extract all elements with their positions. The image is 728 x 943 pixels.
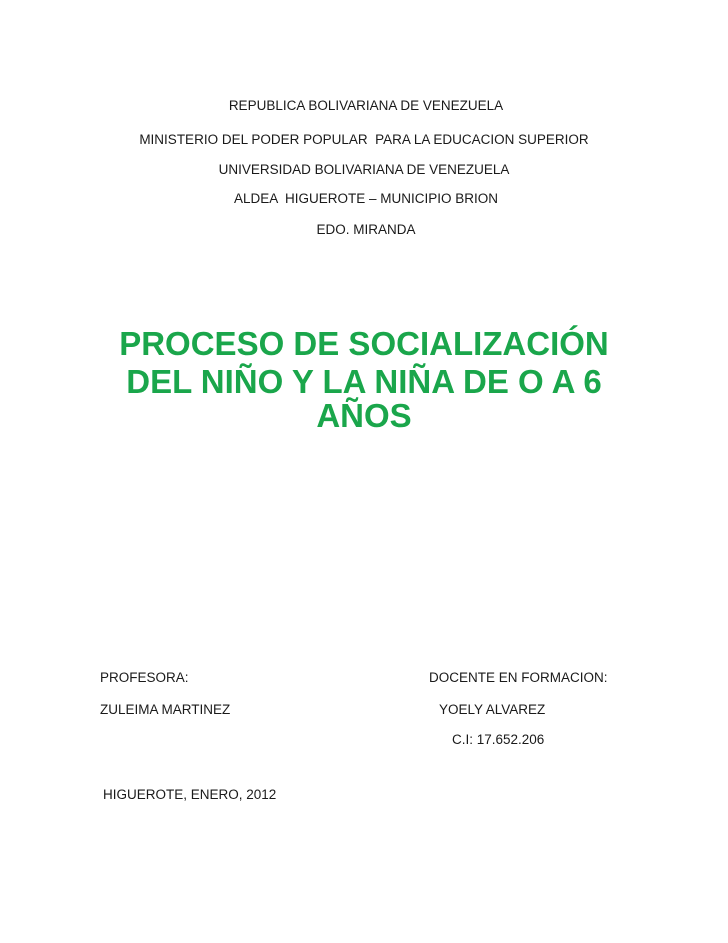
header-state: EDO. MIRANDA — [316, 222, 416, 237]
header-ministry: MINISTERIO DEL PODER POPULAR PARA LA EDUCACION SUPERIOR — [139, 132, 589, 147]
docente-label: DOCENTE EN FORMACION: — [429, 670, 608, 685]
docente-name: YOELY ALVAREZ — [439, 702, 546, 717]
title-line-1: PROCESO DE SOCIALIZACIÓN — [119, 325, 609, 362]
docente-id: C.I: 17.652.206 — [452, 732, 545, 747]
header-university: UNIVERSIDAD BOLIVARIANA DE VENEZUELA — [218, 162, 510, 177]
profesora-label: PROFESORA: — [100, 670, 189, 685]
profesora-name: ZULEIMA MARTINEZ — [100, 702, 231, 717]
title-line-3: AÑOS — [316, 397, 412, 434]
title-line-2: DEL NIÑO Y LA NIÑA DE O A 6 — [126, 363, 602, 400]
place-date: HIGUEROTE, ENERO, 2012 — [103, 787, 277, 802]
header-republic: REPUBLICA BOLIVARIANA DE VENEZUELA — [228, 98, 504, 113]
document-title — [100, 326, 628, 434]
header-aldea: ALDEA HIGUEROTE – MUNICIPIO BRION — [233, 191, 499, 206]
